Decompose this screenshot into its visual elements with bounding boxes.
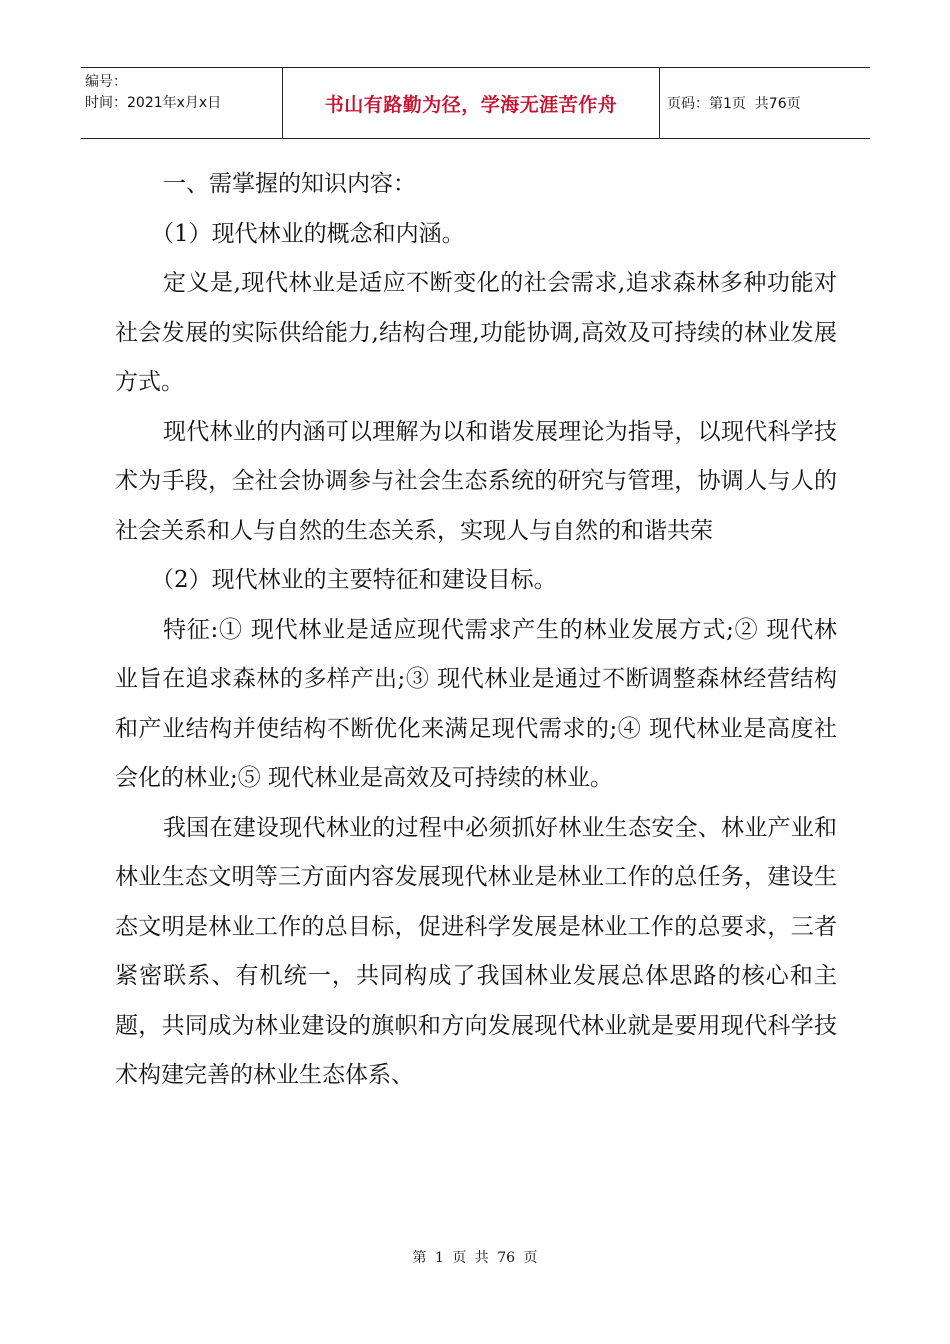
subsection-heading-1: （1）现代林业的概念和内涵。 [151, 220, 465, 247]
subsection-heading-2: （2）现代林业的主要特征和建设目标。 [151, 567, 557, 593]
header-meta [81, 68, 283, 138]
paragraph-connotation: 现代林业的内涵可以理解为以和谐发展理论为指导，以现代科学技术为手段，全社会协调参与社会生态系统的研究与管理，协调人与人的社会关系和人与自然的生态关系，实现人与自然的和谐共荣 [115, 418, 837, 544]
page-header [81, 67, 870, 139]
page-footer: 第 1 页 共 76 页 [412, 1250, 538, 1266]
serial-number-label: 编号： [85, 74, 127, 90]
paragraph-goals: 我国在建设现代林业的过程中必须抓好林业生态安全、林业产业和林业生态文明等三方面内容发展现代林业是林业工作的总任务，建设生态文明是林业工作的总目标，促进科学发展是林业工作的总要求，三者紧密联系、有机统一，共同构成了我国林业发展总体思路的核心和主题，共同成为林业建设的旗帜和方向发展现代林业就是要用现代科学技术构建完善的林业生态体系、 [115, 814, 837, 1088]
document-body [115, 160, 837, 1101]
header-motto: 书山有路勤为径，学海无涯苦作舟 [283, 68, 660, 138]
time-label: 时间：2021年x月x日 [85, 95, 222, 111]
paragraph-definition: 定义是,现代林业是适应不断变化的社会需求,追求森林多种功能对社会发展的实际供给能力,结构合理,功能协调,高效及可持续的林业发展方式。 [115, 270, 837, 395]
header-page-info: 页码：第1页 共76页 [667, 96, 801, 112]
section-heading: 一、需掌握的知识内容： [163, 171, 416, 197]
paragraph-features: 特征:① 现代林业是适应现代需求产生的林业发展方式;② 现代林业旨在追求森林的多样产出;③ 现代林业是通过不断调整森林经营结构和产业结构并使结构不断优化来满足现代需求的;④ 现代林业是高度社会化的林业;⑤ 现代林业是高效及可持续的林业。 [115, 616, 837, 791]
